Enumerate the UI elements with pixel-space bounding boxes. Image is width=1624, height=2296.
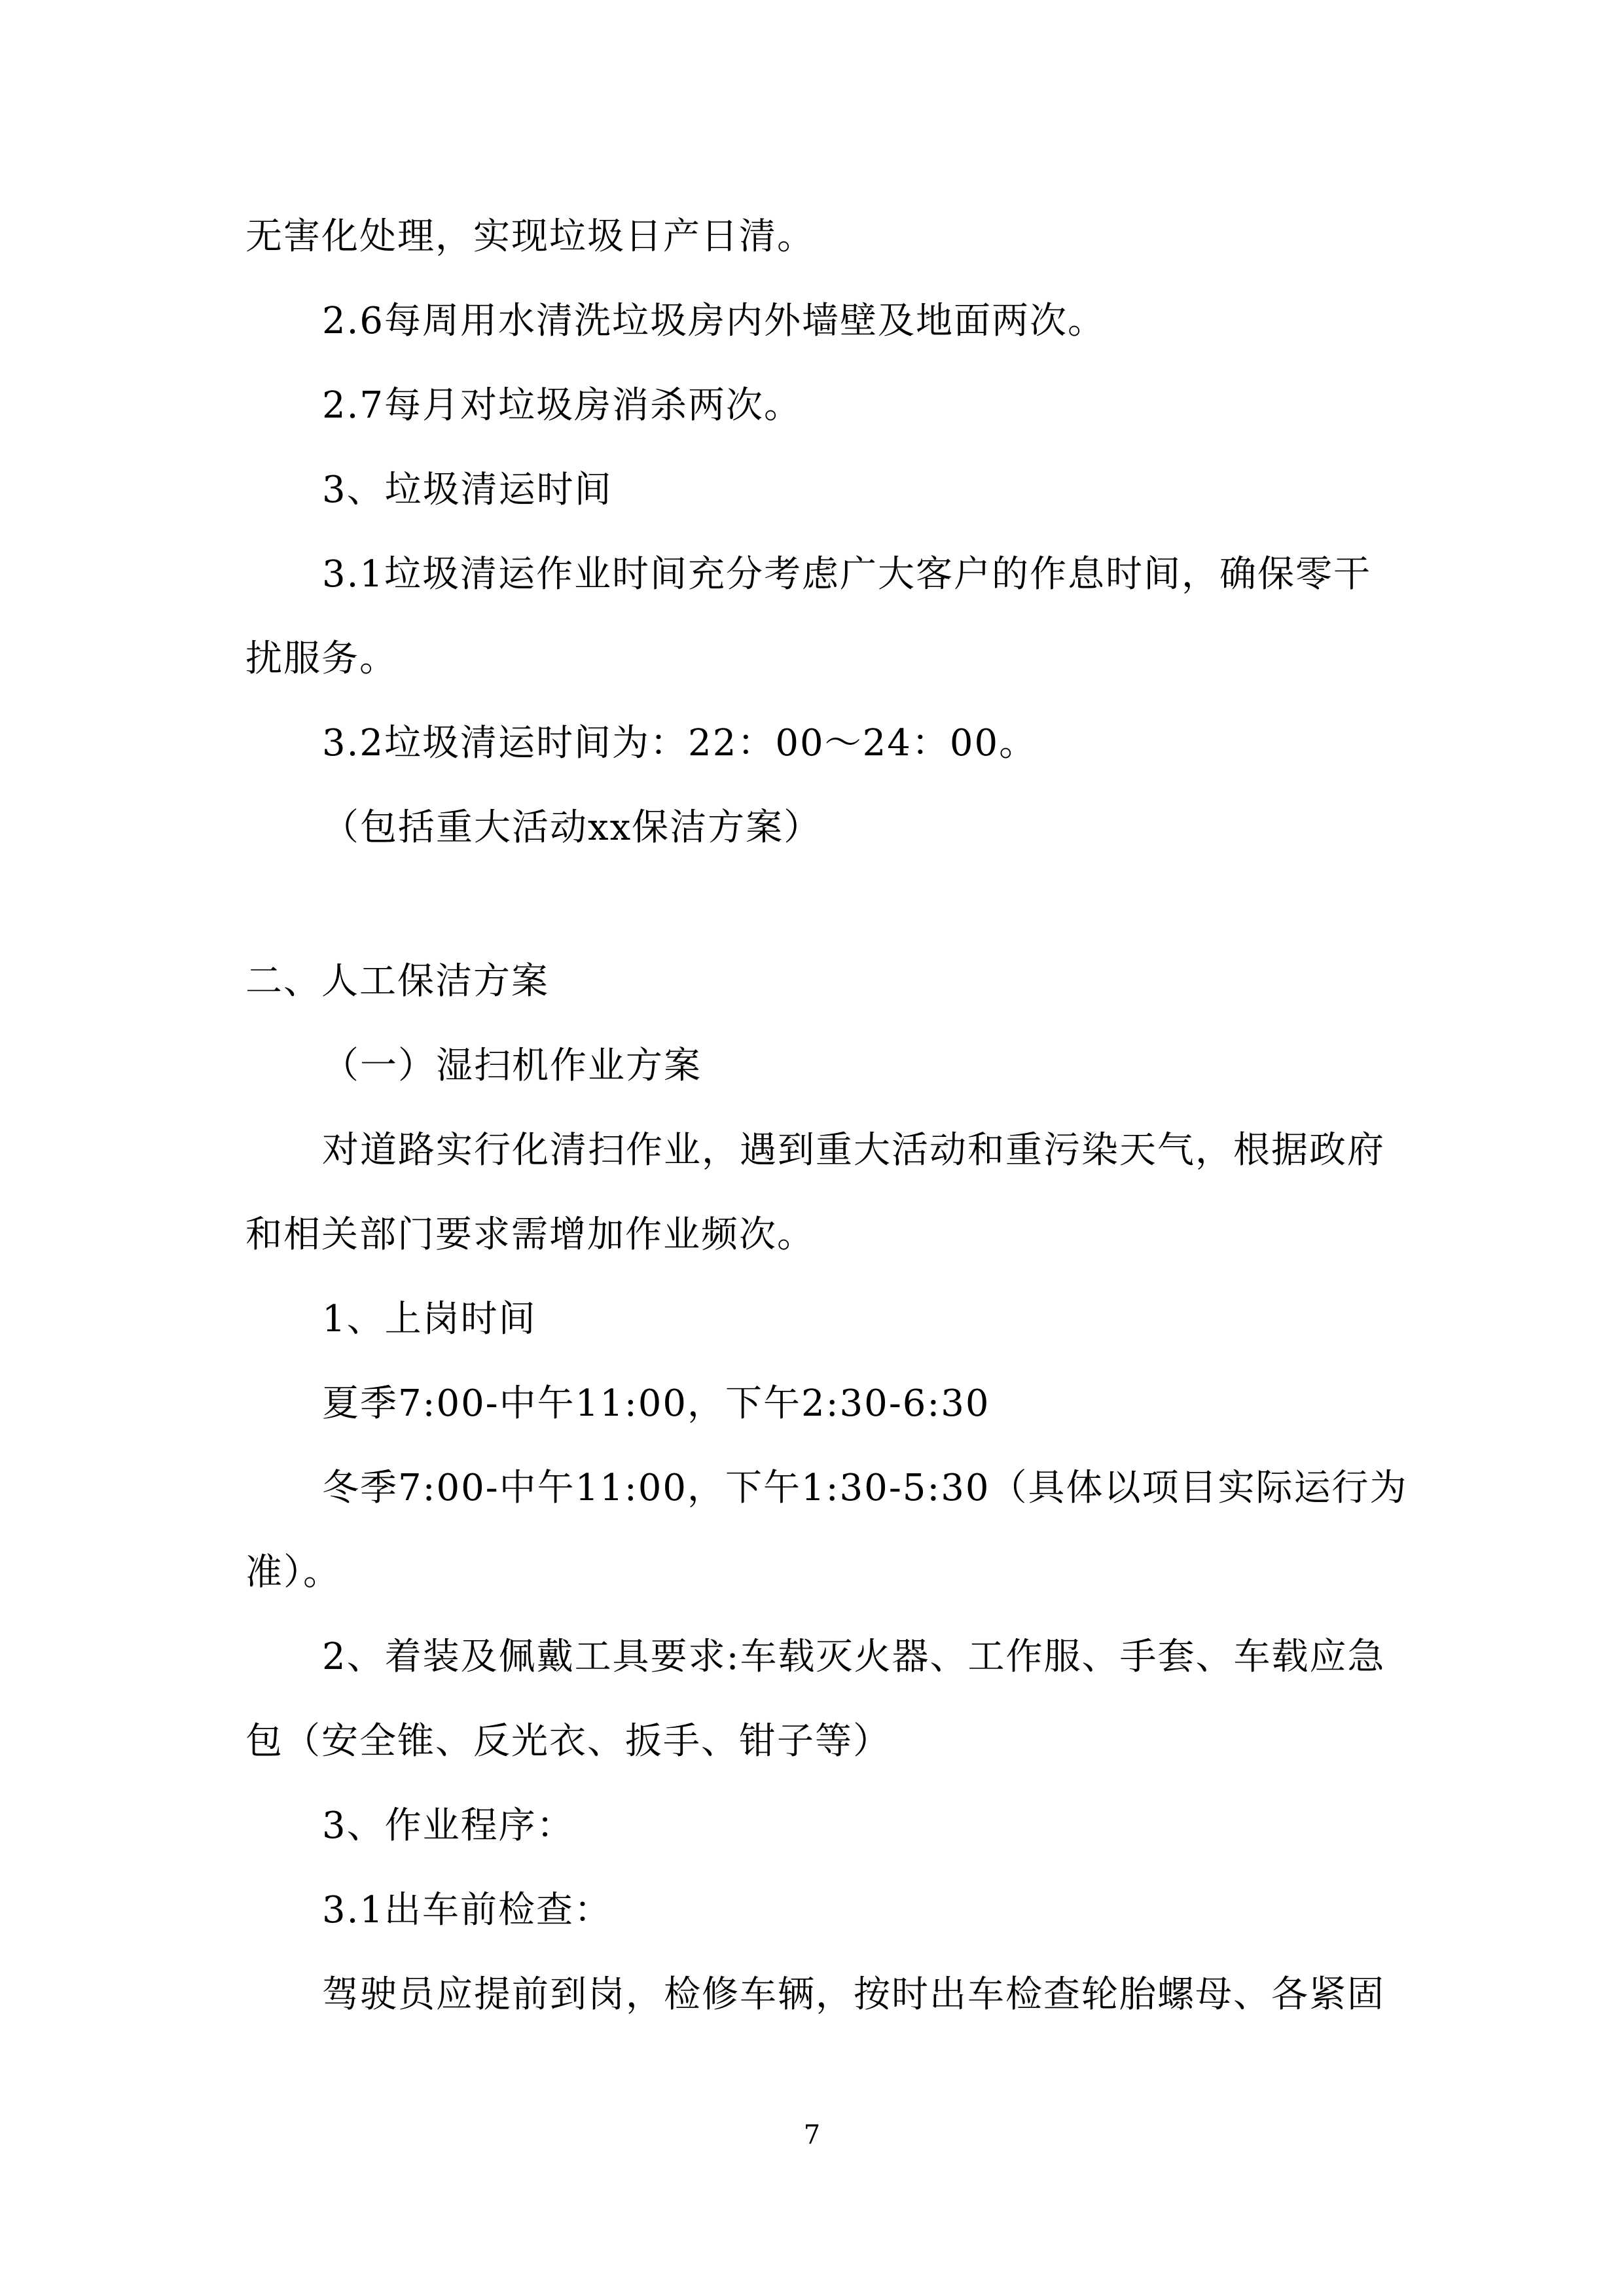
text-line-21: 驾驶员应提前到岗，检修车辆，按时出车检查轮胎螺母、各紧固 <box>322 1973 1385 2016</box>
text-line-18: 包（安全锥、反光衣、扳手、钳子等） <box>245 1720 891 1763</box>
text-line-20: 3.1出车前检查： <box>322 1889 613 1931</box>
section-heading-1: 1、上岗时间 <box>322 1298 537 1340</box>
text-line-8: （包括重大活动xx保洁方案） <box>322 806 822 849</box>
section-heading-3b: 3、作业程序： <box>322 1804 575 1847</box>
text-line-7: 3.2垃圾清运时间为：22：00～24：00。 <box>322 722 1038 764</box>
page-number: 7 <box>803 2120 821 2150</box>
text-line-5: 3.1垃圾清运作业时间充分考虑广大客户的作息时间，确保零干 <box>322 553 1372 596</box>
text-line-15: 冬季7:00-中午11:00，下午1:30-5:30（具体以项目实际运行为 <box>322 1467 1408 1509</box>
text-line-16: 准）。 <box>245 1551 341 1594</box>
text-line-11: 对道路实行化清扫作业，遇到重大活动和重污染天气，根据政府 <box>322 1129 1385 1172</box>
text-line-1: 无害化处理，实现垃圾日产日清。 <box>245 215 815 258</box>
text-line-12: 和相关部门要求需增加作业频次。 <box>245 1213 815 1256</box>
text-line-17: 2、着装及佩戴工具要求:车载灭火器、工作服、手套、车载应急 <box>322 1636 1386 1678</box>
subsection-heading-1: （一）湿扫机作业方案 <box>322 1045 702 1087</box>
section-heading-3: 3、垃圾清运时间 <box>322 469 613 511</box>
text-line-6: 扰服务。 <box>245 637 397 680</box>
text-line-3: 2.7每月对垃圾房消杀两次。 <box>322 384 803 427</box>
chapter-heading-2: 二、人工保洁方案 <box>245 960 549 1003</box>
text-line-2: 2.6每周用水清洗垃圾房内外墙壁及地面两次。 <box>322 300 1106 342</box>
text-line-14: 夏季7:00-中午11:00，下午2:30-6:30 <box>322 1382 990 1425</box>
